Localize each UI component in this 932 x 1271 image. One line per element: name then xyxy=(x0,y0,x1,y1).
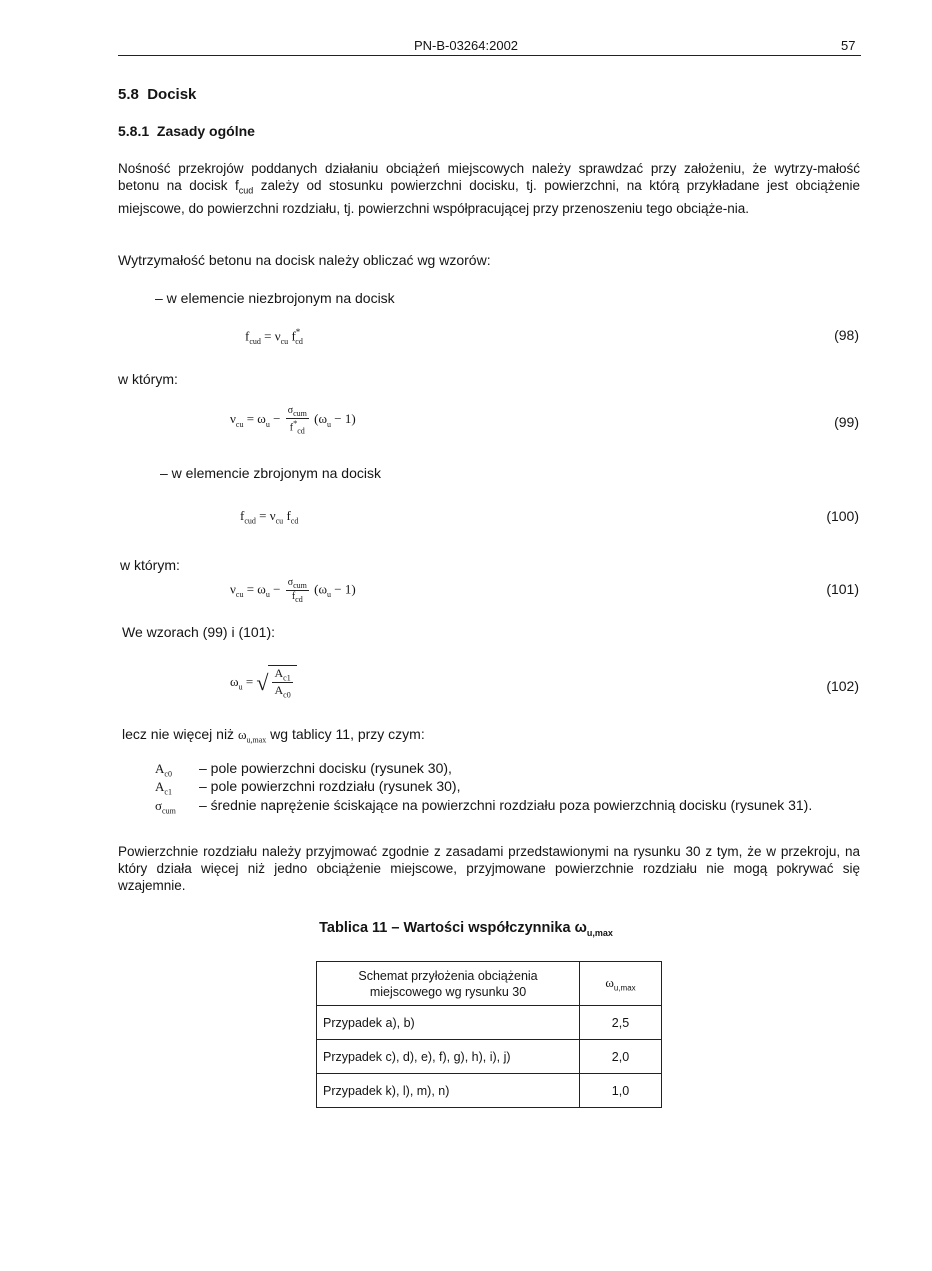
section-title: Docisk xyxy=(147,86,197,103)
equation-101: $\nu_{cu} = \omega_u$ − $\frac{\sigma_{cum}}{f_{cd}}$ $(\omega_u - 1)$ xyxy=(230,577,356,604)
equation-100: $f_{cud} = \nu_{cu}$ $f_{cd}$ xyxy=(240,508,299,526)
equation-101-number: (101) xyxy=(826,581,859,597)
equation-102: $\omega_u$ = √ $\frac{A_{c1}}{A_{c0}}$ xyxy=(230,665,297,700)
table-cell-case: Przypadek c), d), e), f), g), h), i), j) xyxy=(317,1040,580,1074)
closing-paragraph: Powierzchnie rozdziału należy przyjmować zgodnie z zasadami przedstawionymi na rysunku 30 z tym, że w przekroju, na który działa więcej niż jedno obciążenie miejscowe, przyjmowane powierzchnie rozdziału nie mogą pokrywać się wzajemnie. xyxy=(118,844,860,893)
legend-symbol: $A_{c0}$ xyxy=(155,761,172,779)
section-number: 5.8 xyxy=(118,86,139,103)
equation-98-number: (98) xyxy=(834,327,859,343)
subsection-title: Zasady ogólne xyxy=(156,123,255,139)
table-cell-value: 2,0 xyxy=(580,1040,662,1074)
where-label-2: w którym: xyxy=(120,557,180,573)
table-row xyxy=(317,1040,662,1074)
limit-text: lecz nie więcej niż $\omega_{u,max}$ wg tablicy 11, przy czym: xyxy=(122,726,425,745)
table-header-scheme: Schemat przyłożenia obciążenia miejscowego wg rysunku 30 xyxy=(317,962,580,1006)
table-header-row xyxy=(317,962,662,1006)
table-header-omega: $\omega_{u,max}$ xyxy=(580,962,662,1006)
header-rule xyxy=(118,55,861,56)
equation-99-number: (99) xyxy=(834,414,859,430)
legend-row: $A_{c1}$ – pole powierzchni rozdziału (rysunek 30), xyxy=(155,778,461,797)
table-caption: Tablica 11 – Wartości współczynnika $\omega_{u,max}$ xyxy=(319,920,613,938)
legend-row: $A_{c0}$ – pole powierzchni docisku (rysunek 30), xyxy=(155,760,452,779)
subsection-number: 5.8.1 xyxy=(118,123,150,139)
subsection-heading xyxy=(118,123,255,139)
legend-symbol: $A_{c1}$ xyxy=(155,779,172,797)
in-formulas-label: We wzorach (99) i (101): xyxy=(122,624,276,640)
where-label-1: w którym: xyxy=(118,371,178,387)
formula-intro: Wytrzymałość betonu na docisk należy obliczać wg wzorów: xyxy=(118,252,491,268)
page-number: 57 xyxy=(841,38,856,53)
table-cell-case: Przypadek k), l), m), n) xyxy=(317,1074,580,1108)
equation-102-number: (102) xyxy=(826,678,859,694)
equation-98: $f_{cud} = \nu_{cu}$ $f^*_{cd}$ xyxy=(245,327,303,346)
case-reinforced: – w elemencie zbrojonym na docisk xyxy=(160,465,381,481)
section-heading xyxy=(118,86,196,103)
coefficient-table xyxy=(316,961,662,1108)
legend-symbol: $\sigma_{cum}$ xyxy=(155,798,176,816)
table-row xyxy=(317,1074,662,1108)
table-cell-value: 1,0 xyxy=(580,1074,662,1108)
case-unreinforced: – w elemencie niezbrojonym na docisk xyxy=(155,290,395,306)
table-row xyxy=(317,1006,662,1040)
table-cell-value: 2,5 xyxy=(580,1006,662,1040)
intro-paragraph: Nośność przekrojów poddanych działaniu obciążeń miejscowych należy sprawdzać przy założeniu, że wytrzy-małość betonu na docisk $f_{cud}$ zależy od stosunku powierzchni docisku, tj. powierzchni, na którą przykładane jest obciążenie miejscowe, do powierzchni rozdziału, tj. powierzchni współpracującej przy przenoszeniu tego obciąże-nia. xyxy=(118,161,860,216)
legend-row: $\sigma_{cum}$ – średnie naprężenie ściskające na powierzchni rozdziału poza powierzchnią docisku (rysunek 31). xyxy=(155,797,813,816)
equation-100-number: (100) xyxy=(826,508,859,524)
document-standard-code: PN-B-03264:2002 xyxy=(413,38,519,53)
equation-99: $\nu_{cu} = \omega_u$ − $\frac{\sigma_{cum}}{f^*_{cd}}$ $(\omega_u - 1)$ xyxy=(230,405,356,436)
table-cell-case: Przypadek a), b) xyxy=(317,1006,580,1040)
